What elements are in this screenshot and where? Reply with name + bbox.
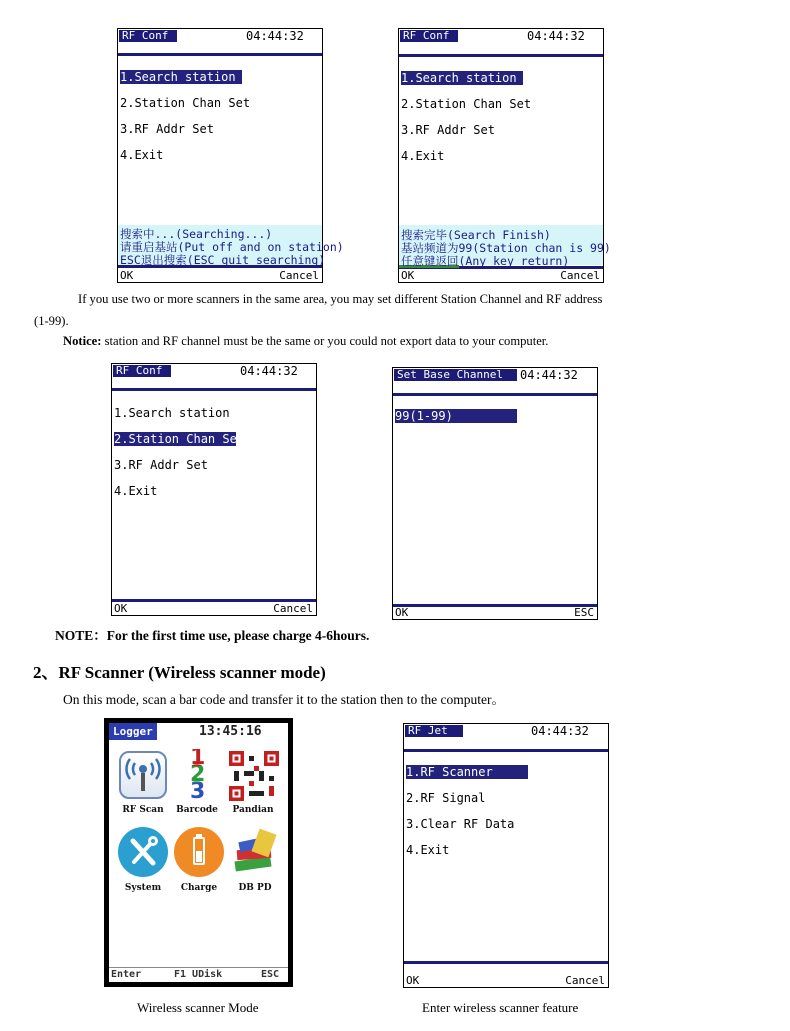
footer-rule (393, 604, 597, 607)
app-charge[interactable] (171, 827, 227, 897)
screen-title: RF Conf (119, 30, 177, 42)
rf-jet-screen (403, 723, 609, 988)
screen-title: RF Conf (113, 365, 171, 377)
esc-softkey[interactable]: ESC (261, 969, 280, 980)
title-rule (118, 53, 322, 56)
menu-item-clear-rf-data[interactable]: 3.Clear RF Data (406, 817, 515, 831)
app-label: Pandian (232, 805, 274, 815)
title-rule (399, 54, 603, 57)
qr-code-icon (229, 751, 279, 801)
app-label: RF Scan (122, 805, 164, 815)
status-line-searching: 搜索中...(Searching...) (120, 227, 273, 241)
notice-paragraph (63, 333, 548, 349)
ok-softkey[interactable]: OK (401, 269, 415, 282)
footer-rule (404, 961, 608, 964)
menu-item-exit[interactable]: 4.Exit (114, 484, 158, 498)
rf-conf-chan-set-screen (111, 363, 317, 616)
screen-time: 04:44:32 (520, 368, 578, 382)
app-barcode[interactable] (169, 745, 225, 819)
charge-note: NOTE：For the first time use, please charge 4-6hours. (55, 628, 370, 643)
f1-udisk-softkey[interactable]: F1 UDisk (174, 969, 223, 980)
app-system[interactable] (115, 827, 171, 897)
menu-item-exit[interactable]: 4.Exit (406, 843, 450, 857)
set-base-channel-screen (392, 367, 598, 620)
app-label: Barcode (176, 805, 218, 815)
multi-scanner-paragraph-cont: (1-99). (34, 314, 69, 328)
menu-item-search-station[interactable]: 1.Search station (401, 71, 523, 85)
title-rule (393, 393, 597, 396)
ok-softkey[interactable]: OK (114, 602, 128, 615)
ok-softkey[interactable]: OK (120, 269, 134, 282)
cancel-softkey[interactable]: Cancel (279, 269, 319, 282)
screen-time: 04:44:32 (246, 29, 304, 43)
screen-time: 04:44:32 (527, 29, 585, 43)
esc-softkey[interactable]: ESC (574, 606, 594, 619)
books-icon (229, 827, 281, 877)
caption-enter-feature: Enter wireless scanner feature (422, 1000, 579, 1015)
app-db-pd[interactable] (227, 827, 283, 897)
menu-item-search-station[interactable]: 1.Search station (114, 406, 230, 420)
menu-item-station-chan-set[interactable]: 2.Station Chan Set (401, 97, 532, 111)
section-heading: 2、RF Scanner (Wireless scanner mode) (33, 663, 326, 682)
section-description: On this mode, scan a bar code and transfer it to the station then to the computer。 (63, 692, 505, 707)
title-rule (404, 749, 608, 752)
cancel-softkey[interactable]: Cancel (273, 602, 313, 615)
notice-label: Notice: (63, 334, 102, 348)
cancel-softkey[interactable]: Cancel (560, 269, 600, 282)
app-label: System (124, 883, 162, 893)
channel-value-field[interactable]: 99(1-99) (395, 409, 517, 423)
screen-time: 04:44:32 (531, 724, 589, 738)
tools-icon (118, 827, 168, 877)
barcode-123-icon: 123 (190, 745, 206, 804)
status-line-return: 任意键返回(Any key return) (401, 254, 570, 268)
ok-softkey[interactable]: OK (406, 974, 420, 987)
menu-item-rf-addr-set[interactable]: 3.RF Addr Set (120, 122, 214, 136)
app-rf-scan[interactable] (115, 749, 171, 819)
app-label: Charge (180, 883, 218, 893)
screen-title: RF Jet (405, 725, 463, 737)
screen-time: 04:44:32 (240, 364, 298, 378)
title-rule (112, 388, 316, 391)
status-line-restart: 请重启基站(Put off and on station) (120, 240, 344, 254)
ok-softkey[interactable]: OK (395, 606, 409, 619)
menu-item-station-chan-set[interactable]: 2.Station Chan Set (114, 432, 245, 446)
status-line-esc: ESC退出搜索(ESC quit searching) (120, 253, 326, 267)
status-line-finish: 搜索完毕(Search Finish) (401, 228, 551, 242)
enter-softkey[interactable]: Enter (111, 969, 142, 980)
multi-scanner-paragraph: If you use two or more scanners in the same area, you may set different Station Channel and RF address (78, 292, 603, 306)
logger-footer (109, 967, 288, 982)
menu-item-exit[interactable]: 4.Exit (120, 148, 164, 162)
screen-title: Set Base Channel (394, 369, 517, 381)
menu-item-exit[interactable]: 4.Exit (401, 149, 445, 163)
app-pandian[interactable] (225, 749, 281, 819)
battery-icon (174, 827, 224, 877)
cancel-softkey[interactable]: Cancel (565, 974, 605, 987)
logger-screen (109, 723, 288, 982)
status-line-channel: 基站频道为99(Station chan is 99) (401, 241, 611, 255)
logger-time: 13:45:16 (199, 724, 262, 739)
app-label: DB PD (238, 883, 272, 893)
menu-item-rf-addr-set[interactable]: 3.RF Addr Set (401, 123, 495, 137)
screen-title: RF Conf (400, 30, 458, 42)
notice-text: station and RF channel must be the same or you could not export data to your computer. (101, 334, 549, 348)
menu-item-rf-signal[interactable]: 2.RF Signal (406, 791, 486, 805)
menu-item-rf-scanner[interactable]: 1.RF Scanner (406, 765, 528, 779)
logger-device (104, 718, 293, 987)
menu-item-search-station[interactable]: 1.Search station (120, 70, 242, 84)
menu-item-station-chan-set[interactable]: 2.Station Chan Set (120, 96, 251, 110)
caption-wireless-mode: Wireless scanner Mode (137, 1000, 259, 1015)
menu-item-rf-addr-set[interactable]: 3.RF Addr Set (114, 458, 208, 472)
logger-title: Logger (109, 723, 157, 740)
rf-scan-icon (119, 751, 167, 799)
